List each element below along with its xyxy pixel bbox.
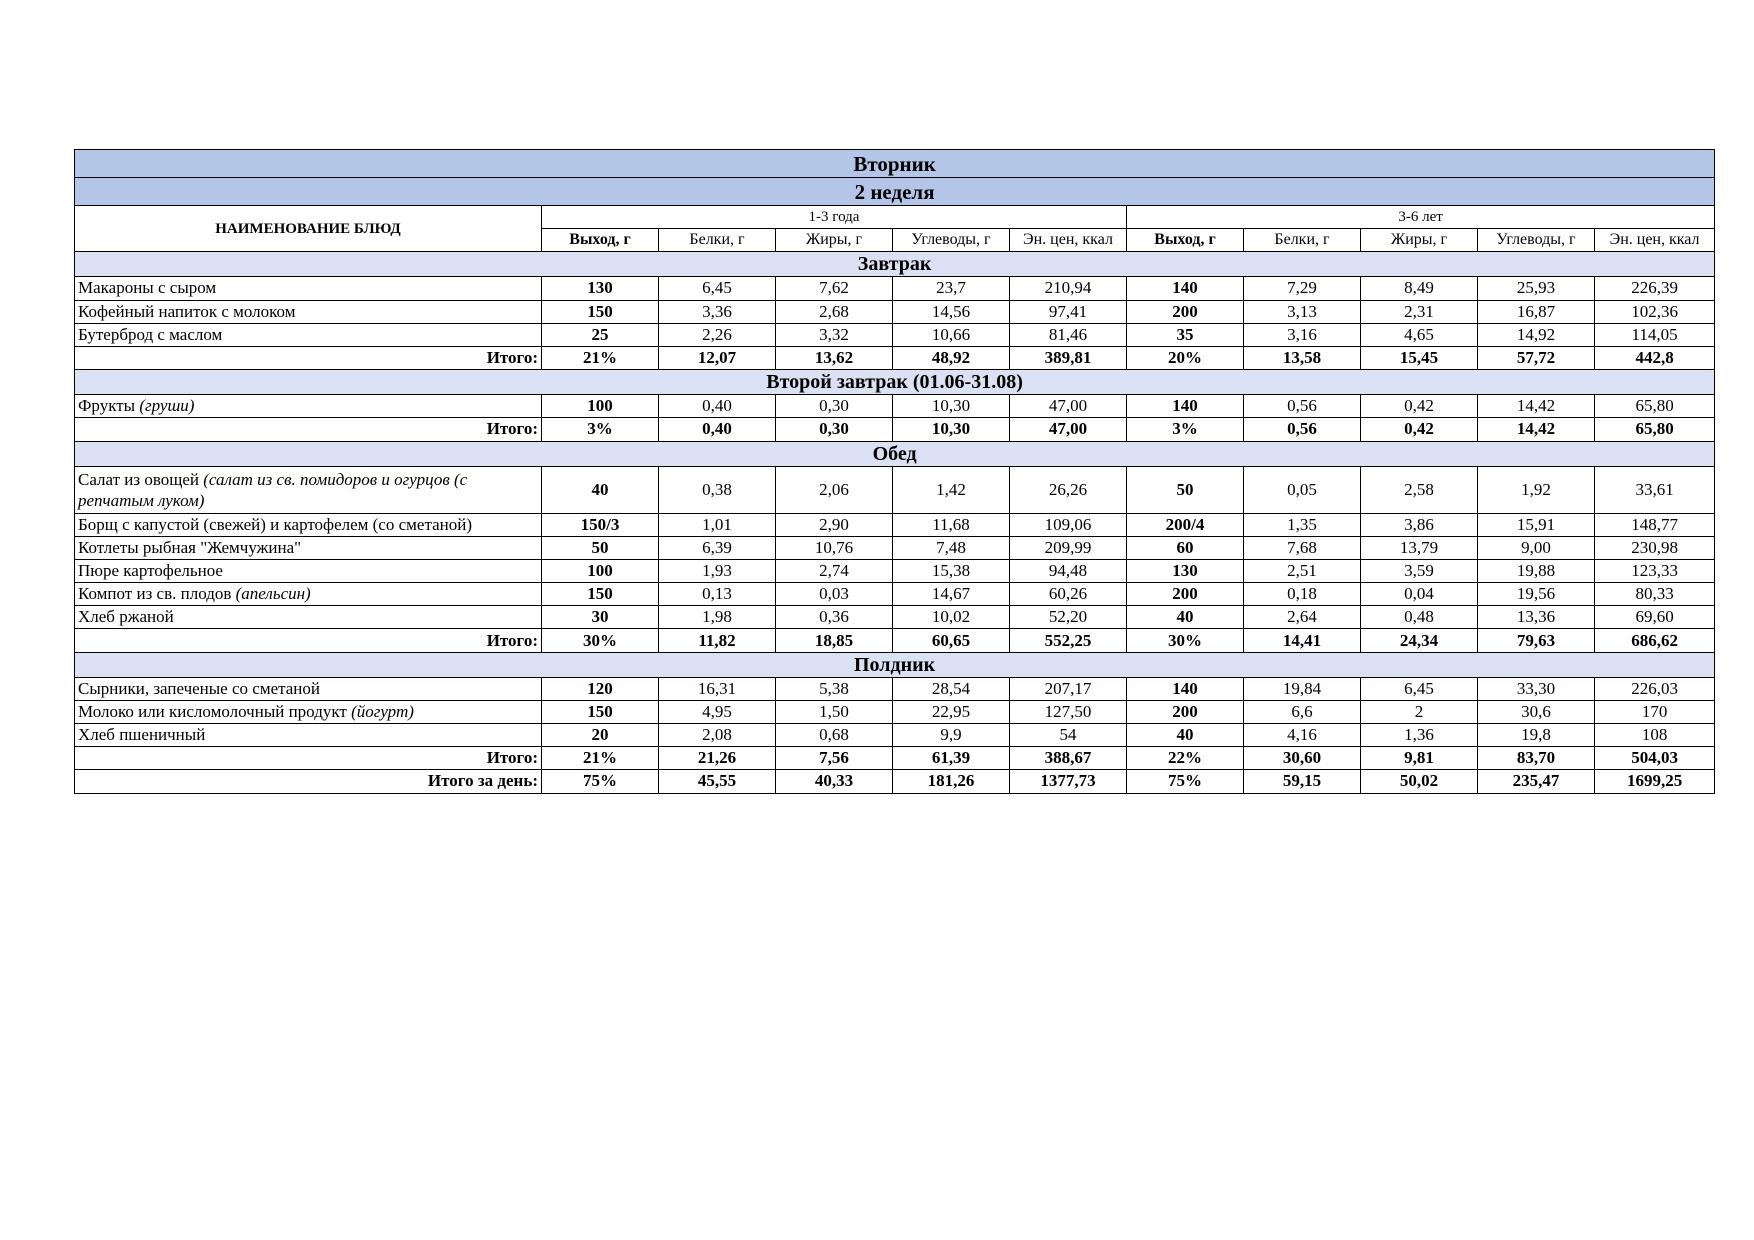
value-cell: 102,36 <box>1595 300 1715 323</box>
value-cell: 3,13 <box>1244 300 1361 323</box>
section-header: Обед <box>75 441 1715 466</box>
value-cell: 3,36 <box>659 300 776 323</box>
value-cell: 7,29 <box>1244 277 1361 300</box>
value-cell: 552,25 <box>1010 629 1127 652</box>
value-cell: 65,80 <box>1595 395 1715 418</box>
value-cell: 181,26 <box>893 770 1010 793</box>
value-cell: 9,81 <box>1361 747 1478 770</box>
value-cell: 0,42 <box>1361 395 1478 418</box>
value-cell: 207,17 <box>1010 677 1127 700</box>
value-cell: 5,38 <box>776 677 893 700</box>
value-cell: 30,60 <box>1244 747 1361 770</box>
value-cell: 20% <box>1127 346 1244 369</box>
value-cell: 61,39 <box>893 747 1010 770</box>
value-cell: 23,7 <box>893 277 1010 300</box>
table-row <box>75 559 1715 582</box>
age-group-1-header: 1-3 года <box>542 206 1127 229</box>
dish-name <box>75 277 542 300</box>
value-cell: 2,51 <box>1244 559 1361 582</box>
value-cell: 140 <box>1127 277 1244 300</box>
dish-name-text: Котлеты рыбная "Жемчужина" <box>78 537 302 557</box>
value-cell: 0,42 <box>1361 418 1478 441</box>
dish-name-text: Макароны с сыром <box>78 278 217 298</box>
table-row <box>75 536 1715 559</box>
value-cell: 21% <box>542 346 659 369</box>
value-cell: 1,98 <box>659 606 776 629</box>
column-header-1-2: Белки, г <box>659 229 776 252</box>
column-header-2-1: Выход, г <box>1127 229 1244 252</box>
value-cell: 0,40 <box>659 418 776 441</box>
value-cell: 200 <box>1127 300 1244 323</box>
value-cell: 226,39 <box>1595 277 1715 300</box>
table-row <box>75 606 1715 629</box>
table-row <box>75 583 1715 606</box>
value-cell: 2,90 <box>776 513 893 536</box>
value-cell: 13,79 <box>1361 536 1478 559</box>
value-cell: 200 <box>1127 583 1244 606</box>
value-cell: 12,07 <box>659 346 776 369</box>
dish-name <box>75 606 542 629</box>
value-cell: 3,32 <box>776 323 893 346</box>
value-cell: 210,94 <box>1010 277 1127 300</box>
value-cell: 47,00 <box>1010 395 1127 418</box>
dish-note: (апельсин) <box>235 584 311 604</box>
value-cell: 22% <box>1127 747 1244 770</box>
value-cell: 230,98 <box>1595 536 1715 559</box>
dish-name <box>75 700 542 723</box>
value-cell: 120 <box>542 677 659 700</box>
value-cell: 7,68 <box>1244 536 1361 559</box>
value-cell: 389,81 <box>1010 346 1127 369</box>
value-cell: 14,42 <box>1478 395 1595 418</box>
value-cell: 54 <box>1010 724 1127 747</box>
value-cell: 6,6 <box>1244 700 1361 723</box>
value-cell: 0,05 <box>1244 466 1361 513</box>
value-cell: 79,63 <box>1478 629 1595 652</box>
value-cell: 50 <box>542 536 659 559</box>
value-cell: 30% <box>1127 629 1244 652</box>
value-cell: 6,45 <box>1361 677 1478 700</box>
value-cell: 504,03 <box>1595 747 1715 770</box>
column-header-1-3: Жиры, г <box>776 229 893 252</box>
dish-note: (йогурт) <box>351 701 414 721</box>
value-cell: 35 <box>1127 323 1244 346</box>
value-cell: 13,58 <box>1244 346 1361 369</box>
value-cell: 18,85 <box>776 629 893 652</box>
value-cell: 0,18 <box>1244 583 1361 606</box>
value-cell: 108 <box>1595 724 1715 747</box>
dish-name <box>75 513 542 536</box>
dish-name <box>75 323 542 346</box>
total-row <box>75 346 1715 369</box>
value-cell: 50,02 <box>1361 770 1478 793</box>
dish-name <box>75 466 542 513</box>
value-cell: 226,03 <box>1595 677 1715 700</box>
value-cell: 2,08 <box>659 724 776 747</box>
day-total-row <box>75 770 1715 793</box>
value-cell: 1,01 <box>659 513 776 536</box>
value-cell: 60,65 <box>893 629 1010 652</box>
column-header-1-5: Эн. цен, ккал <box>1010 229 1127 252</box>
value-cell: 170 <box>1595 700 1715 723</box>
dish-note: (груши) <box>139 396 195 416</box>
table-row <box>75 323 1715 346</box>
value-cell: 10,76 <box>776 536 893 559</box>
value-cell: 9,00 <box>1478 536 1595 559</box>
value-cell: 9,9 <box>893 724 1010 747</box>
table-row <box>75 466 1715 513</box>
dish-name-text: Сырники, запеченые со сметаной <box>78 678 321 698</box>
value-cell: 14,92 <box>1478 323 1595 346</box>
value-cell: 235,47 <box>1478 770 1595 793</box>
value-cell: 19,56 <box>1478 583 1595 606</box>
total-row <box>75 418 1715 441</box>
day-title: Вторник <box>75 150 1715 178</box>
value-cell: 209,99 <box>1010 536 1127 559</box>
value-cell: 0,30 <box>776 395 893 418</box>
value-cell: 3,86 <box>1361 513 1478 536</box>
value-cell: 150 <box>542 300 659 323</box>
value-cell: 15,38 <box>893 559 1010 582</box>
value-cell: 40 <box>1127 724 1244 747</box>
value-cell: 0,30 <box>776 418 893 441</box>
dish-name-text: Молоко или кисломолочный продукт <box>78 701 352 721</box>
dish-name-text: Пюре картофельное <box>78 560 223 580</box>
total-label: Итого: <box>75 346 542 369</box>
value-cell: 15,45 <box>1361 346 1478 369</box>
table-row <box>75 300 1715 323</box>
value-cell: 83,70 <box>1478 747 1595 770</box>
value-cell: 6,39 <box>659 536 776 559</box>
section-header: Завтрак <box>75 252 1715 277</box>
value-cell: 48,92 <box>893 346 1010 369</box>
value-cell: 200/4 <box>1127 513 1244 536</box>
value-cell: 33,30 <box>1478 677 1595 700</box>
table-row <box>75 677 1715 700</box>
value-cell: 0,36 <box>776 606 893 629</box>
value-cell: 33,61 <box>1595 466 1715 513</box>
value-cell: 3,16 <box>1244 323 1361 346</box>
value-cell: 13,36 <box>1478 606 1595 629</box>
value-cell: 8,49 <box>1361 277 1478 300</box>
value-cell: 123,33 <box>1595 559 1715 582</box>
value-cell: 14,42 <box>1478 418 1595 441</box>
value-cell: 150 <box>542 583 659 606</box>
value-cell: 10,02 <box>893 606 1010 629</box>
value-cell: 21,26 <box>659 747 776 770</box>
dish-name <box>75 583 542 606</box>
value-cell: 3% <box>542 418 659 441</box>
week-title: 2 неделя <box>75 178 1715 206</box>
value-cell: 0,04 <box>1361 583 1478 606</box>
value-cell: 13,62 <box>776 346 893 369</box>
value-cell: 388,67 <box>1010 747 1127 770</box>
value-cell: 1,50 <box>776 700 893 723</box>
value-cell: 2,74 <box>776 559 893 582</box>
table-row <box>75 513 1715 536</box>
value-cell: 2,26 <box>659 323 776 346</box>
value-cell: 2,68 <box>776 300 893 323</box>
value-cell: 81,46 <box>1010 323 1127 346</box>
dish-name <box>75 536 542 559</box>
total-row <box>75 747 1715 770</box>
value-cell: 0,38 <box>659 466 776 513</box>
value-cell: 1,42 <box>893 466 1010 513</box>
value-cell: 10,30 <box>893 418 1010 441</box>
value-cell: 7,48 <box>893 536 1010 559</box>
value-cell: 2 <box>1361 700 1478 723</box>
dish-name-text: Компот из св. плодов <box>78 584 236 604</box>
value-cell: 50 <box>1127 466 1244 513</box>
value-cell: 3,59 <box>1361 559 1478 582</box>
dish-name-text: Салат из овощей <box>78 469 204 489</box>
value-cell: 0,68 <box>776 724 893 747</box>
value-cell: 130 <box>1127 559 1244 582</box>
value-cell: 19,8 <box>1478 724 1595 747</box>
value-cell: 0,48 <box>1361 606 1478 629</box>
total-label: Итого: <box>75 629 542 652</box>
value-cell: 0,40 <box>659 395 776 418</box>
dish-note: (салат из св. помидоров и огурцов (с репчатым луком) <box>78 469 468 510</box>
value-cell: 15,91 <box>1478 513 1595 536</box>
value-cell: 442,8 <box>1595 346 1715 369</box>
value-cell: 40 <box>1127 606 1244 629</box>
dish-name-text: Бутерброд с маслом <box>78 324 223 344</box>
value-cell: 686,62 <box>1595 629 1715 652</box>
value-cell: 109,06 <box>1010 513 1127 536</box>
value-cell: 0,13 <box>659 583 776 606</box>
value-cell: 4,95 <box>659 700 776 723</box>
total-label: Итого: <box>75 747 542 770</box>
value-cell: 10,30 <box>893 395 1010 418</box>
dish-name <box>75 677 542 700</box>
value-cell: 1,93 <box>659 559 776 582</box>
day-total-label: Итого за день: <box>75 770 542 793</box>
total-row <box>75 629 1715 652</box>
value-cell: 20 <box>542 724 659 747</box>
value-cell: 60,26 <box>1010 583 1127 606</box>
value-cell: 59,15 <box>1244 770 1361 793</box>
value-cell: 52,20 <box>1010 606 1127 629</box>
value-cell: 140 <box>1127 395 1244 418</box>
dish-name <box>75 395 542 418</box>
value-cell: 11,82 <box>659 629 776 652</box>
table-row <box>75 724 1715 747</box>
value-cell: 40,33 <box>776 770 893 793</box>
table-row <box>75 395 1715 418</box>
value-cell: 40 <box>542 466 659 513</box>
value-cell: 4,16 <box>1244 724 1361 747</box>
value-cell: 200 <box>1127 700 1244 723</box>
value-cell: 100 <box>542 395 659 418</box>
value-cell: 6,45 <box>659 277 776 300</box>
value-cell: 30,6 <box>1478 700 1595 723</box>
total-label: Итого: <box>75 418 542 441</box>
value-cell: 21% <box>542 747 659 770</box>
value-cell: 1,36 <box>1361 724 1478 747</box>
value-cell: 100 <box>542 559 659 582</box>
value-cell: 2,58 <box>1361 466 1478 513</box>
value-cell: 130 <box>542 277 659 300</box>
column-header-2-3: Жиры, г <box>1361 229 1478 252</box>
value-cell: 140 <box>1127 677 1244 700</box>
value-cell: 0,56 <box>1244 418 1361 441</box>
value-cell: 45,55 <box>659 770 776 793</box>
value-cell: 30% <box>542 629 659 652</box>
value-cell: 0,56 <box>1244 395 1361 418</box>
value-cell: 26,26 <box>1010 466 1127 513</box>
dish-name-text: Кофейный напиток с молоком <box>78 301 296 321</box>
menu-sheet <box>74 149 1714 794</box>
table-row <box>75 277 1715 300</box>
value-cell: 2,06 <box>776 466 893 513</box>
value-cell: 25,93 <box>1478 277 1595 300</box>
value-cell: 4,65 <box>1361 323 1478 346</box>
value-cell: 75% <box>542 770 659 793</box>
dish-name <box>75 559 542 582</box>
value-cell: 57,72 <box>1478 346 1595 369</box>
value-cell: 16,31 <box>659 677 776 700</box>
column-header-2-4: Углеводы, г <box>1478 229 1595 252</box>
value-cell: 3% <box>1127 418 1244 441</box>
age-group-2-header: 3-6 лет <box>1127 206 1715 229</box>
dish-name-text: Хлеб пшеничный <box>78 725 206 745</box>
column-header-1-1: Выход, г <box>542 229 659 252</box>
value-cell: 1699,25 <box>1595 770 1715 793</box>
value-cell: 16,87 <box>1478 300 1595 323</box>
column-header-1-4: Углеводы, г <box>893 229 1010 252</box>
value-cell: 14,56 <box>893 300 1010 323</box>
value-cell: 14,67 <box>893 583 1010 606</box>
value-cell: 2,31 <box>1361 300 1478 323</box>
value-cell: 80,33 <box>1595 583 1715 606</box>
value-cell: 1,92 <box>1478 466 1595 513</box>
value-cell: 19,88 <box>1478 559 1595 582</box>
value-cell: 47,00 <box>1010 418 1127 441</box>
section-header: Полдник <box>75 652 1715 677</box>
value-cell: 150 <box>542 700 659 723</box>
value-cell: 65,80 <box>1595 418 1715 441</box>
value-cell: 148,77 <box>1595 513 1715 536</box>
value-cell: 60 <box>1127 536 1244 559</box>
value-cell: 2,64 <box>1244 606 1361 629</box>
table-row <box>75 700 1715 723</box>
dish-name-text: Борщ с капустой (свежей) и картофелем (со сметаной) <box>78 514 472 534</box>
value-cell: 24,34 <box>1361 629 1478 652</box>
value-cell: 19,84 <box>1244 677 1361 700</box>
value-cell: 127,50 <box>1010 700 1127 723</box>
dish-name <box>75 300 542 323</box>
dish-name-text: Фрукты <box>78 396 140 416</box>
column-header-2-5: Эн. цен, ккал <box>1595 229 1715 252</box>
value-cell: 150/3 <box>542 513 659 536</box>
menu-table <box>74 149 1715 794</box>
value-cell: 7,56 <box>776 747 893 770</box>
value-cell: 75% <box>1127 770 1244 793</box>
dish-name <box>75 724 542 747</box>
value-cell: 11,68 <box>893 513 1010 536</box>
value-cell: 28,54 <box>893 677 1010 700</box>
value-cell: 7,62 <box>776 277 893 300</box>
value-cell: 69,60 <box>1595 606 1715 629</box>
value-cell: 1,35 <box>1244 513 1361 536</box>
dish-column-header: НАИМЕНОВАНИЕ БЛЮД <box>75 206 542 252</box>
value-cell: 114,05 <box>1595 323 1715 346</box>
value-cell: 25 <box>542 323 659 346</box>
value-cell: 10,66 <box>893 323 1010 346</box>
section-header: Второй завтрак (01.06-31.08) <box>75 370 1715 395</box>
dish-name-text: Хлеб ржаной <box>78 607 174 627</box>
value-cell: 97,41 <box>1010 300 1127 323</box>
value-cell: 14,41 <box>1244 629 1361 652</box>
value-cell: 22,95 <box>893 700 1010 723</box>
value-cell: 30 <box>542 606 659 629</box>
value-cell: 0,03 <box>776 583 893 606</box>
column-header-2-2: Белки, г <box>1244 229 1361 252</box>
value-cell: 94,48 <box>1010 559 1127 582</box>
value-cell: 1377,73 <box>1010 770 1127 793</box>
